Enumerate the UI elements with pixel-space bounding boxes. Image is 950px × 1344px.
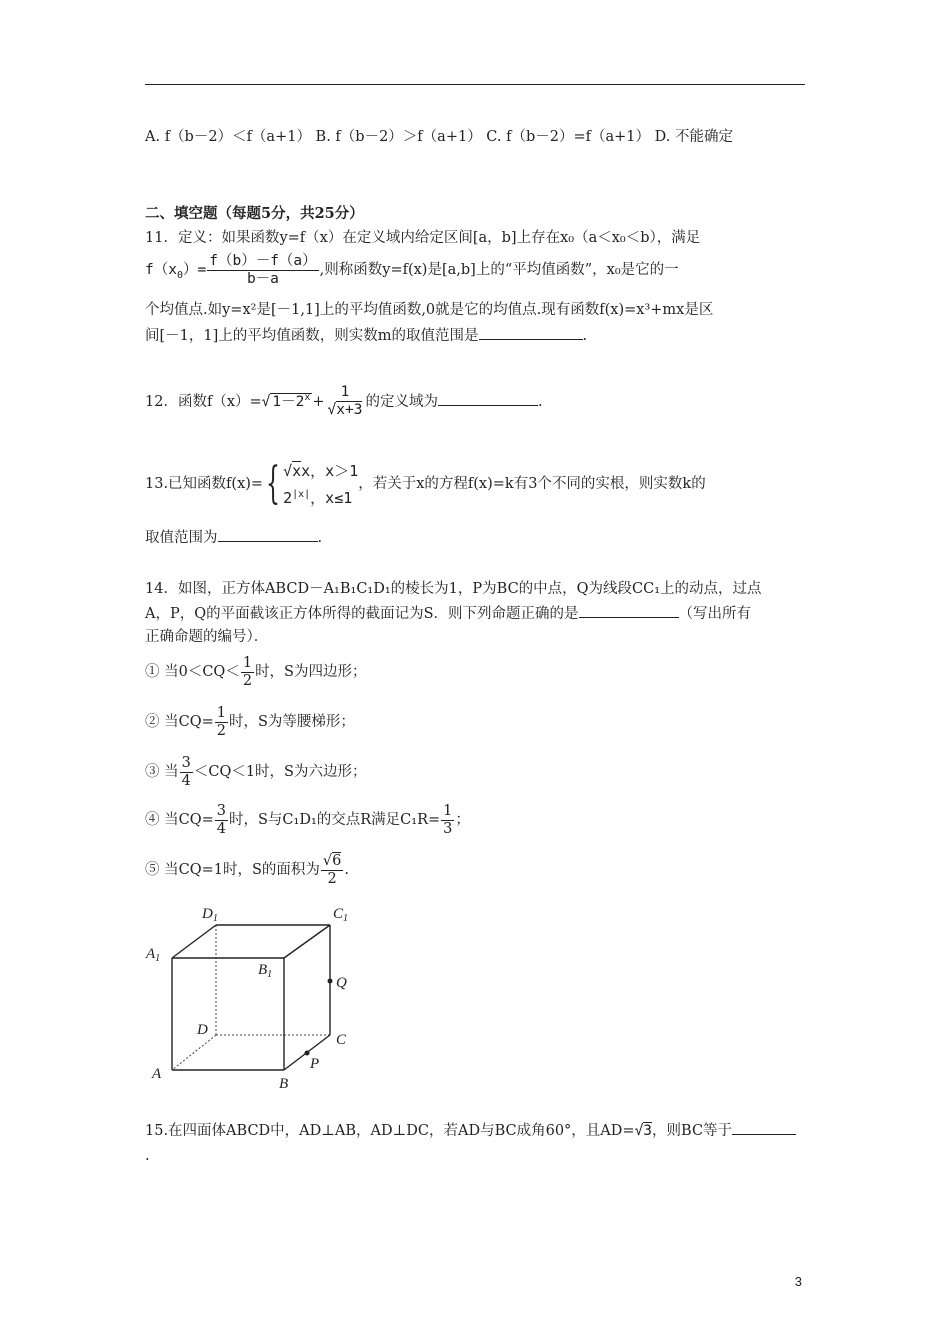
hidden-edge-DA [172,1035,216,1070]
edge-A1D1 [172,925,216,958]
q11-line3: 个均值点.如y=x²是[－1,1]上的平均值函数,0就是它的均值点.现有函数f(x)=x³+mx是区 [145,302,714,318]
q14-option2: ② 当CQ= $\frac{1}{2}$ 时，S为等腰梯形； [145,704,355,739]
sqrt-expression: √ $1-2^x$ [261,392,311,410]
label-A: A [152,1066,162,1082]
q12-line: 12．函数f（x）=√ $1-2^x$ + $\frac{1}{√x+3}$ 的定义域为 . [145,380,543,420]
answer-blank[interactable] [732,1120,796,1135]
q14-option4: ④ 当CQ= $\frac{3}{4}$ 时，S与C₁D₁的交点R满足C₁R= $\frac{1}{3}$ ； [145,802,470,837]
q15-end: . [145,1148,150,1164]
label-C1: $C_1$ [333,906,349,924]
answer-blank[interactable] [218,527,318,542]
point-Q [328,979,333,984]
q11-line2: $f(x_0)=$ $\frac{f(b)-f(a)}{b-a}$ ,则称函数y=f(x)是[a,b]上的“平均值函数”，x₀是它的一 [145,252,679,287]
q14-line2: A，P，Q的平面截该正方体所得的截面记为S．则下列命题正确的是 （写出所有 [145,603,751,624]
piecewise-cases: √xx，x＞1 $2^{|x|}$，x≤1 [283,461,359,507]
label-A1: $A_1$ [146,946,161,964]
q15-line: 15.在四面体ABCD中，AD⊥AB，AD⊥DC，若AD与BC成角60°，且AD=√3，则BC等于 [145,1120,796,1141]
q11-fraction: $\frac{f(b)-f(a)}{b-a}$ [209,252,317,287]
answer-blank[interactable] [438,391,538,406]
label-P: P [310,1056,320,1072]
q14-option3: ③ 当 $\frac{3}{4}$ ＜CQ＜1时，S为六边形； [145,754,367,789]
edge-B1C1 [284,925,330,958]
point-P [305,1051,310,1056]
q13-line1: 13.已知函数f(x)={ √xx，x＞1 $2^{|x|}$，x≤1 ，若关于x的方程f(x)=k有3个不同的实根，则实数k的 [145,458,706,509]
label-B1: $B_1$ [258,962,273,980]
q12-fraction: $\frac{1}{√x+3}$ [327,384,363,419]
options-line: A. f（b－2）＜f（a+1） B. f（b－2）＞f（a+1） C. f（b－2）=f（a+1） D. 不能确定 [145,129,733,145]
label-D: D [197,1022,208,1038]
page-number: 3 [794,1274,802,1289]
q11-line4: 间[－1，1]上的平均值函数，则实数m的取值范围是 . [145,325,587,346]
label-D1: $D_1$ [202,906,218,924]
top-rule [145,84,805,85]
answer-blank[interactable] [479,325,583,340]
label-B: B [279,1076,289,1092]
label-C: C [336,1032,347,1048]
q14-line3: 正确命题的编号）． [145,629,269,645]
label-Q: Q [336,975,347,991]
q14-option5: ⑤ 当CQ=1时，S的面积为 $\frac{√6}{2}$ . [145,852,349,887]
q11-line1: 11．定义：如果函数y=f（x）在定义域内给定区间[a，b]上存在x₀（a＜x₀＜b），满足 [145,230,701,246]
answer-blank[interactable] [579,603,679,618]
q14-option1: ① 当0＜CQ＜ $\frac{1}{2}$ 时，S为四边形； [145,654,367,689]
section-title: 二、填空题（每题5分，共25分） [145,205,364,222]
q14-line1: 14．如图，正方体ABCD－A₁B₁C₁D₁的棱长为1，P为BC的中点，Q为线段CC₁上的动点，过点 [145,581,762,597]
q11-formula-lhs: $f(x_0)=$ [145,262,207,281]
cube-figure [140,898,370,1098]
q13-line2: 取值范围为 . [145,527,322,548]
